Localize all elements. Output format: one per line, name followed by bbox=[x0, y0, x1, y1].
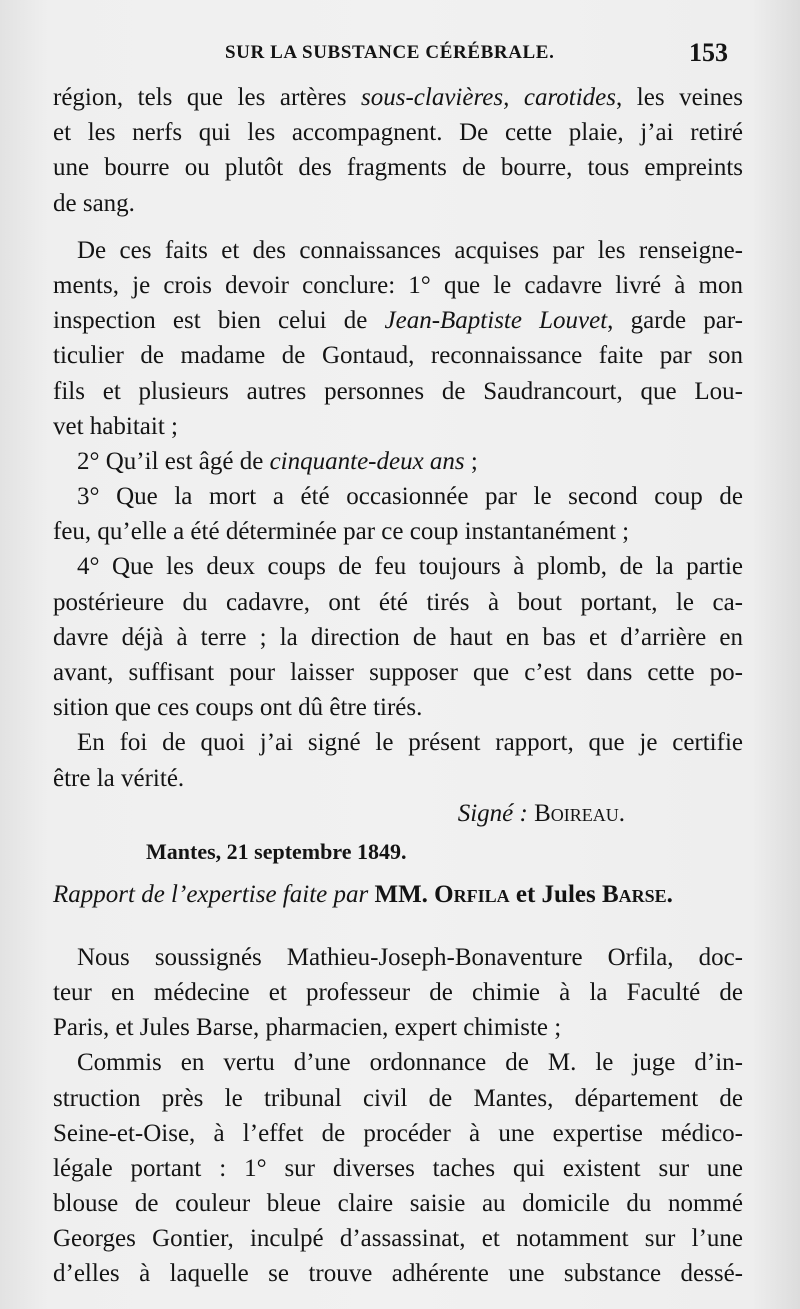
text-line: Commis en vertu d’une ordonnance de M. le juge d’in- bbox=[77, 1049, 743, 1077]
date-line: Mantes, 21 septembre 1849. bbox=[146, 838, 407, 864]
page-header bbox=[0, 38, 800, 72]
text-line: inspection est bien celui de Jean-Baptiste Louvet, garde par- bbox=[53, 307, 743, 335]
paragraph-conclusion bbox=[53, 233, 743, 444]
paragraph-commission bbox=[53, 1045, 743, 1291]
text-line: sition que ces coups ont dû être tirés. bbox=[53, 694, 423, 722]
text-line: 4° Que les deux coups de feu toujours à plomb, de la partie bbox=[77, 553, 743, 581]
text-line: feu, qu’elle a été déterminée par ce coup instantanément ; bbox=[53, 518, 630, 546]
body-text bbox=[53, 80, 743, 1292]
text-line: teur en médecine et professeur de chimie à la Faculté de bbox=[53, 978, 743, 1006]
paragraph-item-4 bbox=[53, 549, 743, 725]
text-line: postérieure du cadavre, ont été tirés à bout portant, le ca- bbox=[53, 588, 743, 616]
text-line: ments, je crois devoir conclure: 1° que le cadavre livré à mon bbox=[53, 271, 743, 299]
text-line: ticulier de madame de Gontaud, reconnaissance faite par son bbox=[53, 342, 743, 370]
text-line: une bourre ou plutôt des fragments de bourre, tous empreints bbox=[53, 154, 743, 182]
text-line: davre déjà à terre ; la direction de haut en bas et d’arrière en bbox=[53, 623, 743, 651]
text-line: struction près le tribunal civil de Mantes, département de bbox=[53, 1084, 743, 1112]
page-number: 153 bbox=[689, 38, 728, 67]
text-line: Nous soussignés Mathieu-Joseph-Bonaventure Orfila, doc- bbox=[77, 943, 743, 971]
text-line: et les nerfs qui les accompagnent. De cette plaie, j’ai retiré bbox=[53, 119, 743, 147]
text-line: d’elles à laquelle se trouve adhérente une substance dessé- bbox=[53, 1260, 743, 1288]
text-line: blouse de couleur bleue claire saisie au domicile du nommé bbox=[53, 1190, 743, 1218]
text-line: De ces faits et des connaissances acquises par les renseigne- bbox=[77, 236, 743, 264]
text-line: 3° Que la mort a été occasionnée par le second coup de bbox=[77, 483, 743, 511]
text-line: Georges Gontier, inculpé d’assassinat, et notamment sur l’une bbox=[53, 1225, 743, 1253]
text-line: vet habitait ; bbox=[53, 412, 178, 440]
text-line: légale portant : 1° sur diverses taches qui existent sur une bbox=[53, 1154, 743, 1182]
signature: Signé : Boireau. bbox=[457, 799, 625, 827]
text-line: être la vérité. bbox=[53, 764, 185, 792]
paragraph-region bbox=[53, 80, 743, 221]
paragraph-item-3 bbox=[53, 479, 743, 549]
text-line: En foi de quoi j’ai signé le présent rapport, que je certifie bbox=[77, 729, 743, 757]
text-line: fils et plusieurs autres personnes de Saudrancourt, que Lou- bbox=[53, 377, 743, 405]
paragraph-closing bbox=[53, 725, 743, 795]
running-head: SUR LA SUBSTANCE CÉRÉBRALE. bbox=[225, 42, 555, 63]
text-line: Paris, et Jules Barse, pharmacien, expert chimiste ; bbox=[53, 1014, 562, 1042]
text-line: 2° Qu’il est âgé de cinquante-deux ans ; bbox=[77, 447, 478, 475]
report-title: Rapport de l’expertise faite par MM. Orfila et Jules Barse. bbox=[53, 880, 673, 908]
text-line: avant, suffisant pour laisser supposer que c’est dans cette po- bbox=[53, 659, 743, 686]
text-line: région, tels que les artères sous-clavières, carotides, les veines bbox=[53, 84, 743, 111]
text-line: Seine-et-Oise, à l’effet de procéder à une expertise médico- bbox=[53, 1119, 743, 1147]
paragraph-item-2 bbox=[53, 444, 743, 479]
paragraph-signatories bbox=[53, 940, 743, 1046]
text-line: de sang. bbox=[53, 189, 135, 217]
